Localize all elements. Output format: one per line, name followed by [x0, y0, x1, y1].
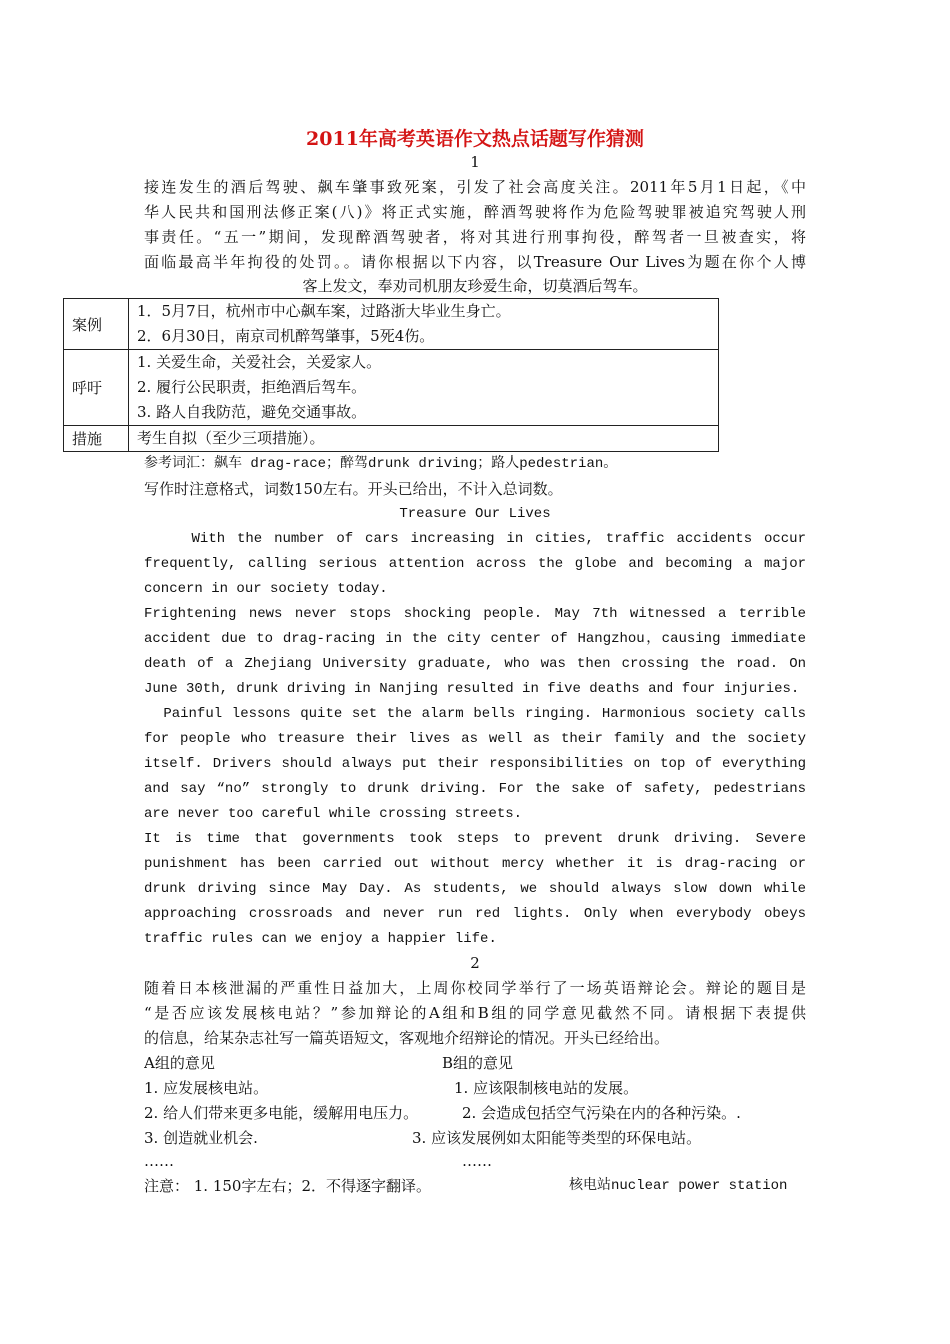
group-opinion-row	[144, 1101, 806, 1126]
essay-line: and say “no” strongly to drunk driving. For the sake of safety, pedestrians	[144, 781, 806, 797]
task1-intro-line: 事责任。“五一”期间，发现醉酒驾驶者，将对其进行刑事拘役，醉驾者一旦被查实，将	[144, 228, 806, 246]
group-b-item: 2. 会造成包括空气污染在内的各种污染。.	[462, 1104, 741, 1122]
essay-line: Painful lessons quite set the alarm bells ringing. Harmonious society calls	[144, 706, 806, 722]
task1-intro-line: 接连发生的酒后驾驶、飙车肇事致死案，引发了社会高度关注。2011年5月1日起，《中	[144, 178, 806, 196]
essay-line: approaching crossroads and never run red lights. Only when everybody obeys	[144, 906, 806, 922]
task2-intro-line: “是否应该发展核电站？”参加辩论的A组和B组的同学意见截然不同。请根据下表提供	[144, 1004, 806, 1022]
group-a-item: 3. 创造就业机会.	[144, 1129, 258, 1147]
group-opinion-row	[144, 1149, 806, 1174]
essay-line: With the number of cars increasing in cities, traffic accidents occur	[144, 531, 806, 547]
table-value-cell	[129, 299, 719, 350]
task1-intro-line: 客上发文，奉劝司机朋友珍爱生命，切莫酒后驾车。	[302, 277, 648, 295]
group-a-title: A组的意见	[144, 1054, 215, 1072]
essay-line: June 30th, drunk driving in Nanjing resulted in five deaths and four injuries.	[144, 681, 800, 697]
task-number-2: 2	[470, 954, 480, 972]
essay-line: frequently, calling serious attention across the globe and becoming a major	[144, 556, 806, 572]
group-heading-row	[144, 1051, 806, 1076]
essay-line: drunk driving since May Day. As students, we should always slow down while	[144, 881, 806, 897]
task1-intro-line: 华人民共和国刑法修正案(八)》将正式实施，醉酒驾驶将作为危险驾驶罪被追究驾驶人刑	[144, 203, 806, 221]
group-a-item: 1. 应发展核电站。	[144, 1079, 269, 1097]
group-b-item: 3. 应该发展例如太阳能等类型的环保电站。	[412, 1129, 702, 1147]
essay-line: concern in our society today.	[144, 581, 388, 597]
essay-line: It is time that governments took steps to prevent drunk driving. Severe	[144, 831, 806, 847]
table-line: 3. 路人自我防范，避免交通事故。	[137, 403, 367, 421]
task2-intro-line: 随着日本核泄漏的严重性日益加大，上周你校同学举行了一场英语辩论会。辩论的题目是	[144, 979, 806, 997]
essay-line: Frightening news never stops shocking people. May 7th witnessed a terrible	[144, 606, 806, 622]
group-b-item: 1. 应该限制核电站的发展。	[454, 1079, 639, 1097]
table-value-cell	[129, 350, 719, 426]
task2-intro-line: 的信息，给某杂志社写一篇英语短文，客观地介绍辩论的情况。开头已经给出。	[144, 1029, 670, 1047]
task2-notes-row	[144, 1174, 806, 1199]
essay-line: accident due to drag-racing in the city center of Hangzhou，causing immediate	[144, 631, 806, 647]
table-key-cell: 案例	[64, 299, 129, 350]
essay-line: traffic rules can we enjoy a happier life.	[144, 931, 497, 947]
essay-line: punishment has been carried out without mercy whether it is drag-racing or	[144, 856, 806, 872]
vocabulary-note: 参考词汇：飙车 drag-race；醉驾drunk driving；路人pedestrian。	[144, 456, 618, 472]
essay-title: Treasure Our Lives	[399, 506, 551, 522]
cases-table	[63, 298, 719, 452]
table-line: 考生自拟（至少三项措施）。	[137, 429, 325, 447]
table-line: 2．6月30日，南京司机醉驾肇事，5死4伤。	[137, 327, 435, 345]
group-opinion-row	[144, 1126, 806, 1151]
table-value-cell	[129, 426, 719, 452]
nuclear-vocab-note: 核电站nuclear power station	[569, 1178, 788, 1194]
table-line: 2. 履行公民职责，拒绝酒后驾车。	[137, 378, 367, 396]
essay-line: for people who treasure their lives as well as their family and the society	[144, 731, 806, 747]
table-row	[64, 350, 719, 426]
task1-intro-line: 面临最高半年拘役的处罚。。请你根据以下内容，以Treasure Our Lives为题在你个人博	[144, 253, 806, 271]
task2-note: 注意： 1. 150字左右；2．不得逐字翻译。	[144, 1177, 432, 1195]
page-title: 2011年高考英语作文热点话题写作猜测	[306, 128, 644, 150]
task-number-1: 1	[470, 153, 480, 171]
group-b-title: B组的意见	[442, 1054, 514, 1072]
table-key-cell: 措施	[64, 426, 129, 452]
group-a-item: 2. 给人们带来更多电能，缓解用电压力。	[144, 1104, 419, 1122]
essay-line: itself. Drivers should always put their responsibilities on top of everything	[144, 756, 806, 772]
table-line: 1. 关爱生命，关爱社会，关爱家人。	[137, 353, 382, 371]
group-a-item: ……	[144, 1152, 174, 1170]
table-line: 1．5月7日，杭州市中心飙车案，过路浙大毕业生身亡。	[137, 302, 511, 320]
essay-line: are never too careful while crossing streets.	[144, 806, 523, 822]
group-b-item: ……	[462, 1152, 492, 1170]
table-key-cell: 呼吁	[64, 350, 129, 426]
essay-line: death of a Zhejiang University graduate, who was then crossing the road. On	[144, 656, 806, 672]
table-row	[64, 299, 719, 350]
group-opinion-row	[144, 1076, 806, 1101]
writing-requirement: 写作时注意格式，词数150左右。开头已给出，不计入总词数。	[144, 480, 563, 498]
table-row	[64, 426, 719, 452]
